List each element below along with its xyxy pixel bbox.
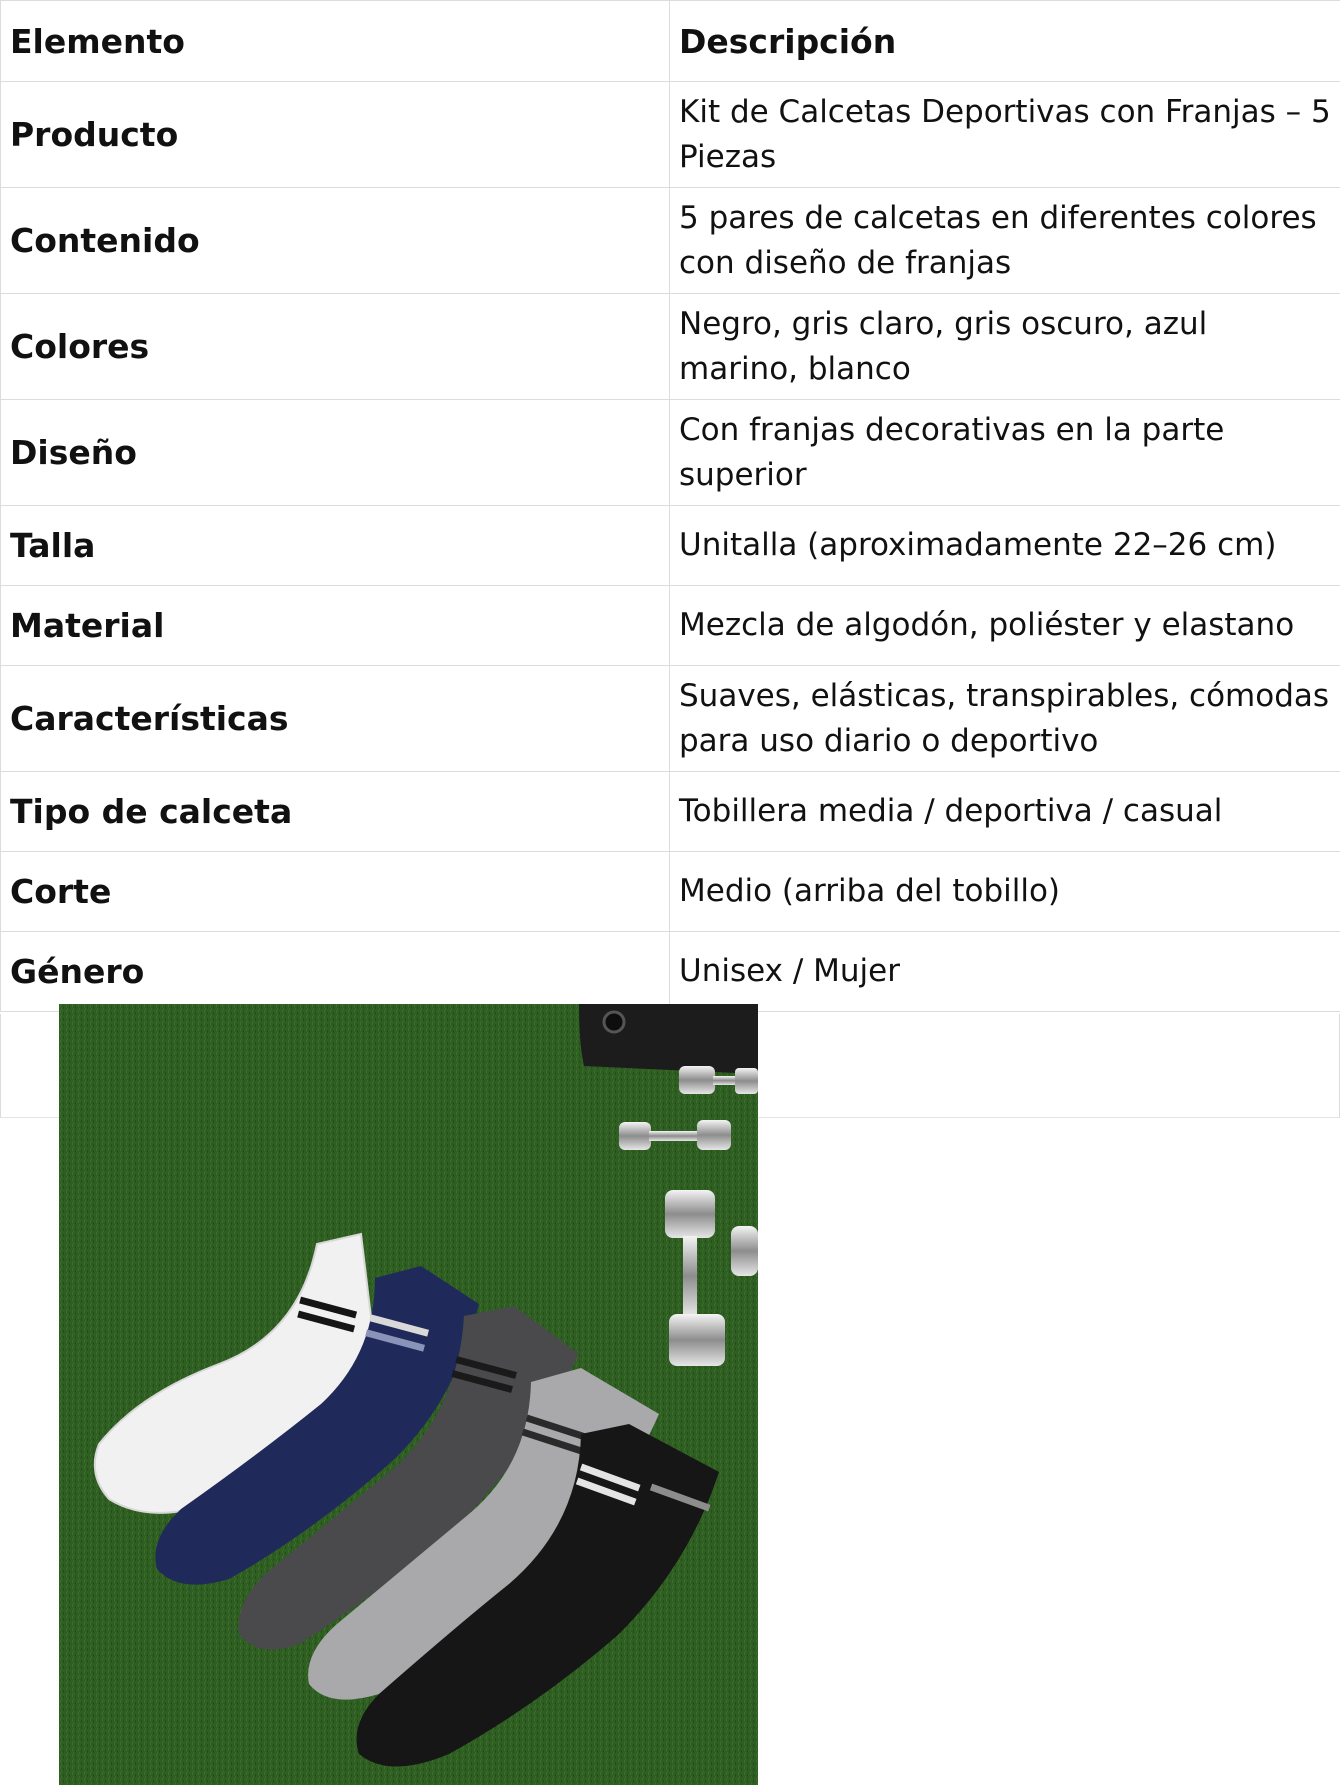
row-key: Colores: [1, 294, 670, 400]
header-elemento: Elemento: [1, 1, 670, 82]
table-row: [1, 932, 1340, 1012]
header-descripcion: Descripción: [670, 1, 1340, 82]
row-value: Mezcla de algodón, poliéster y elastano: [670, 586, 1340, 666]
row-key: Características: [1, 666, 670, 772]
row-value: Suaves, elásticas, transpirables, cómodas para uso diario o deportivo: [670, 666, 1340, 772]
row-key: Diseño: [1, 400, 670, 506]
row-value: Con franjas decorativas en la parte superior: [670, 400, 1340, 506]
row-value: Medio (arriba del tobillo): [670, 852, 1340, 932]
table-row: [1, 82, 1340, 188]
product-photo: [59, 1004, 758, 1785]
row-key: Talla: [1, 506, 670, 586]
mat-grommet: [604, 1012, 624, 1032]
row-key: Material: [1, 586, 670, 666]
row-key: Corte: [1, 852, 670, 932]
row-value: Unisex / Mujer: [670, 932, 1340, 1012]
row-key: Tipo de calceta: [1, 772, 670, 852]
row-key: Contenido: [1, 188, 670, 294]
row-value: Unitalla (aproximadamente 22–26 cm): [670, 506, 1340, 586]
table-row: [1, 506, 1340, 586]
row-key: Producto: [1, 82, 670, 188]
table-row: [1, 294, 1340, 400]
socks-photo-illustration: [59, 1004, 758, 1785]
table-row: [1, 188, 1340, 294]
row-key: Género: [1, 932, 670, 1012]
row-value: Negro, gris claro, gris oscuro, azul marino, blanco: [670, 294, 1340, 400]
row-value: Tobillera media / deportiva / casual: [670, 772, 1340, 852]
table-header-row: [1, 1, 1340, 82]
table-row: [1, 666, 1340, 772]
table-row: [1, 586, 1340, 666]
row-value: Kit de Calcetas Deportivas con Franjas – 5 Piezas: [670, 82, 1340, 188]
table-row: [1, 400, 1340, 506]
table-row: [1, 772, 1340, 852]
table-row: [1, 852, 1340, 932]
row-value: 5 pares de calcetas en diferentes colores con diseño de franjas: [670, 188, 1340, 294]
